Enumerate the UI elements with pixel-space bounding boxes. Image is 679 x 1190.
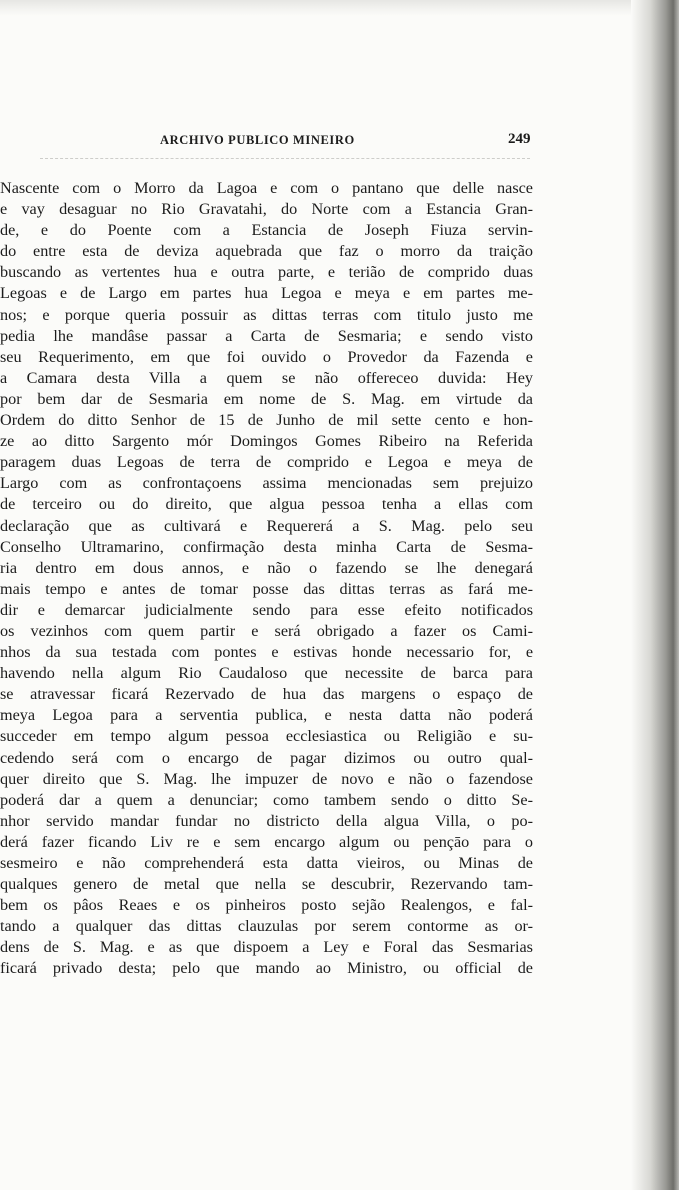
text-line: a Camara desta Villa a quem se não offereceo duvida: Hey xyxy=(0,368,533,387)
text-line: de, e do Poente com a Estancia de Joseph Fiuza servin- xyxy=(0,221,533,240)
text-line: por bem dar de Sesmaria em nome de S. Mag. em virtude da xyxy=(0,389,533,408)
text-line: dens de S. Mag. e as que dispoem a Ley e Foral das Sesmarias xyxy=(0,938,533,957)
text-line: paragem duas Legoas de terra de comprido e Legoa e meya de xyxy=(0,453,533,472)
text-line: dir e demarcar judicialmente sendo para esse efeito notificados xyxy=(0,600,533,619)
text-line: nos; e porque queria possuir as dittas terras com titulo justo me xyxy=(0,305,533,324)
text-line: buscando as vertentes hua e outra parte, e terião de comprido duas xyxy=(0,263,533,282)
text-line: os vezinhos com quem partir e será obrigado a fazer os Cami- xyxy=(0,621,533,640)
page-gutter-shadow xyxy=(631,0,679,1190)
text-line: succeder em tempo algum pessoa ecclesiastica ou Religião e su- xyxy=(0,727,533,746)
text-line: sesmeiro e não comprehenderá esta datta vieiros, ou Minas de xyxy=(0,854,533,872)
running-header xyxy=(0,131,560,153)
text-line: pedia lhe mandâse passar a Carta de Sesmaria; e sendo visto xyxy=(0,326,533,345)
text-line: bem os pâos Reaes e os pinheiros posto sejão Realengos, e fal- xyxy=(0,896,533,915)
text-line: meya Legoa para a serventia publica, e nesta datta não poderá xyxy=(0,706,533,725)
text-line: Ordem do ditto Senhor de 15 de Junho de mil sette cento e hon- xyxy=(0,411,533,430)
text-line: se atravessar ficará Rezervado de hua das margens o espaço de xyxy=(0,685,533,704)
header-title: ARCHIVO PUBLICO MINEIRO xyxy=(160,133,355,147)
text-line: ria dentro em dous annos, e não o fazendo se lhe denegará xyxy=(0,558,533,577)
text-line: e vay desaguar no Rio Gravatahi, do Norte com a Estancia Gran- xyxy=(0,200,533,219)
text-line: derá fazer ficando Liv re e sem encargo algum ou pençāo para o xyxy=(0,832,533,851)
text-line: nhor servido mandar fundar no districto della algua Villa, o po- xyxy=(0,811,533,830)
text-line: poderá dar a quem a denunciar; como tambem sendo o ditto Se- xyxy=(0,790,533,809)
body-text xyxy=(0,178,533,980)
text-line: ze ao ditto Sargento mór Domingos Gomes Ribeiro na Referida xyxy=(0,432,533,451)
top-edge-shadow xyxy=(0,0,679,16)
text-line: nhos da sua testada com pontes e estivas honde necessario for, e xyxy=(0,643,533,662)
text-line: havendo nella algum Rio Caudaloso que necessite de barca para xyxy=(0,664,533,683)
text-line: Nascente com o Morro da Lagoa e com o pantano que delle nasce xyxy=(0,179,533,197)
text-line: do entre esta de deviza aquebrada que faz o morro da traição xyxy=(0,242,533,261)
text-line: quer direito que S. Mag. lhe impuzer de novo e não o fazendose xyxy=(0,769,533,788)
text-line: ficará privado desta; pelo que mando ao Ministro, ou official de xyxy=(0,959,533,978)
text-line: Legoas e de Largo em partes hua Legoa e meya e em partes me- xyxy=(0,284,533,303)
page-number: 249 xyxy=(508,131,531,147)
text-line: mais tempo e antes de tomar posse das dittas terras as fará me- xyxy=(0,579,533,598)
text-line: cedendo será com o encargo de pagar dizimos ou outro qual- xyxy=(0,748,533,767)
text-line: Conselho Ultramarino, confirmação desta minha Carta de Sesma- xyxy=(0,537,533,556)
text-line: qualques genero de metal que nella se descubrir, Rezervando tam- xyxy=(0,875,533,894)
text-line: Largo com as confrontaçoens assima mencionadas sem prejuizo xyxy=(0,474,533,493)
text-line: tando a qualquer das dittas clauzulas por serem contorme as or- xyxy=(0,917,533,936)
text-line: seu Requerimento, em que foi ouvido o Provedor da Fazenda e xyxy=(0,347,533,366)
text-line: de terceiro ou do direito, que alguа pessoa tenha a ellas com xyxy=(0,495,533,514)
text-line: declaração que as cultivará e Requererá a S. Mag. pelo seu xyxy=(0,516,533,535)
header-rule xyxy=(40,158,530,161)
